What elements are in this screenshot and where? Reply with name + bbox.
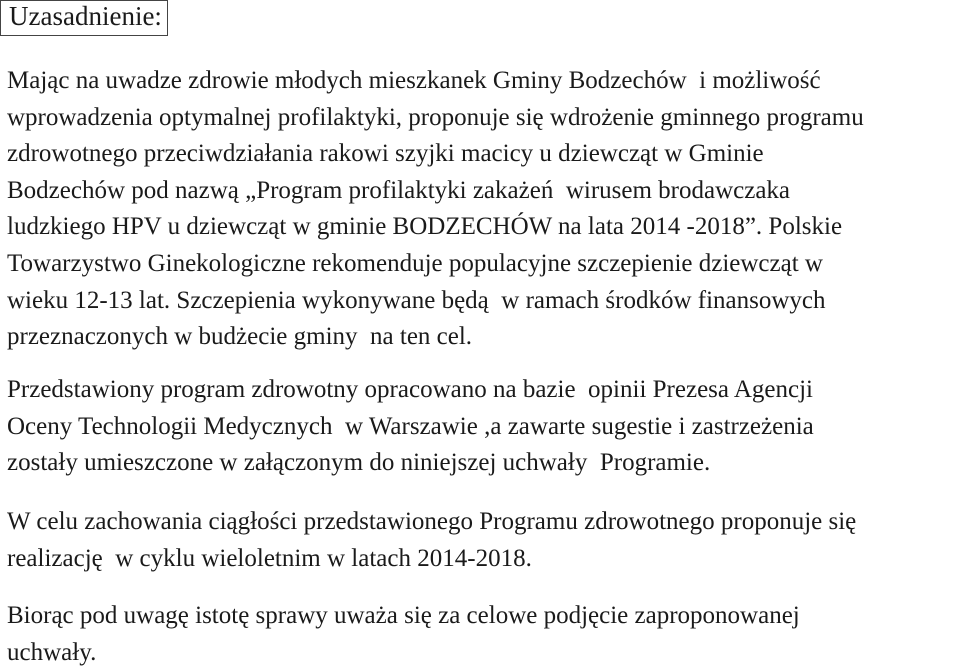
text-line: zostały umieszczone w załączonym do niniejszej uchwały Programie. [7,449,711,477]
text-line: Bodzechów pod nazwą „Program profilaktyki zakażeń wirusem brodawczaka [7,176,791,204]
text-line: przeznaczonych w budżecie gminy na ten cel. [7,323,473,351]
text-line: Przedstawiony program zdrowotny opracowano na bazie opinii Prezesa Agencji [7,376,813,403]
text-line: zdrowotnego przeciwdziałania rakowi szyjki macicy u dziewcząt w Gminie [7,140,764,168]
text-line: Biorąc pod uwagę istotę sprawy uważa się za celowe podjęcie zaproponowanej [7,602,800,629]
paragraph-justification [7,63,955,356]
paragraph-continuity [7,504,955,577]
paragraph-conclusion [7,598,955,671]
text-line: Oceny Technologii Medycznych w Warszawie ,a zawarte sugestie i zastrzeżenia [7,412,814,440]
text-line: wprowadzenia optymalnej profilaktyki, proponuje się wdrożenie gminnego programu [7,103,864,131]
text-line: Towarzystwo Ginekologiczne rekomenduje populacyjne szczepienie dziewcząt w [7,249,823,277]
paragraph-program-basis [7,372,955,482]
text-line: wieku 12-13 lat. Szczepienia wykonywane będą w ramach środków finansowych [7,286,826,314]
text-line: realizację w cyklu wieloletnim w latach 2014-2018. [7,544,532,572]
document-heading: Uzasadnienie: [9,1,162,31]
text-line: uchwały. [7,638,97,666]
text-line: W celu zachowania ciągłości przedstawionego Programu zdrowotnego proponuje się [7,508,857,535]
text-line: ludzkiego HPV u dziewcząt w gminie BODZECHÓW na lata 2014 -2018”. Polskie [7,213,843,241]
text-line: Mając na uwadze zdrowie młodych mieszkanek Gminy Bodzechów i możliwość [7,67,821,94]
